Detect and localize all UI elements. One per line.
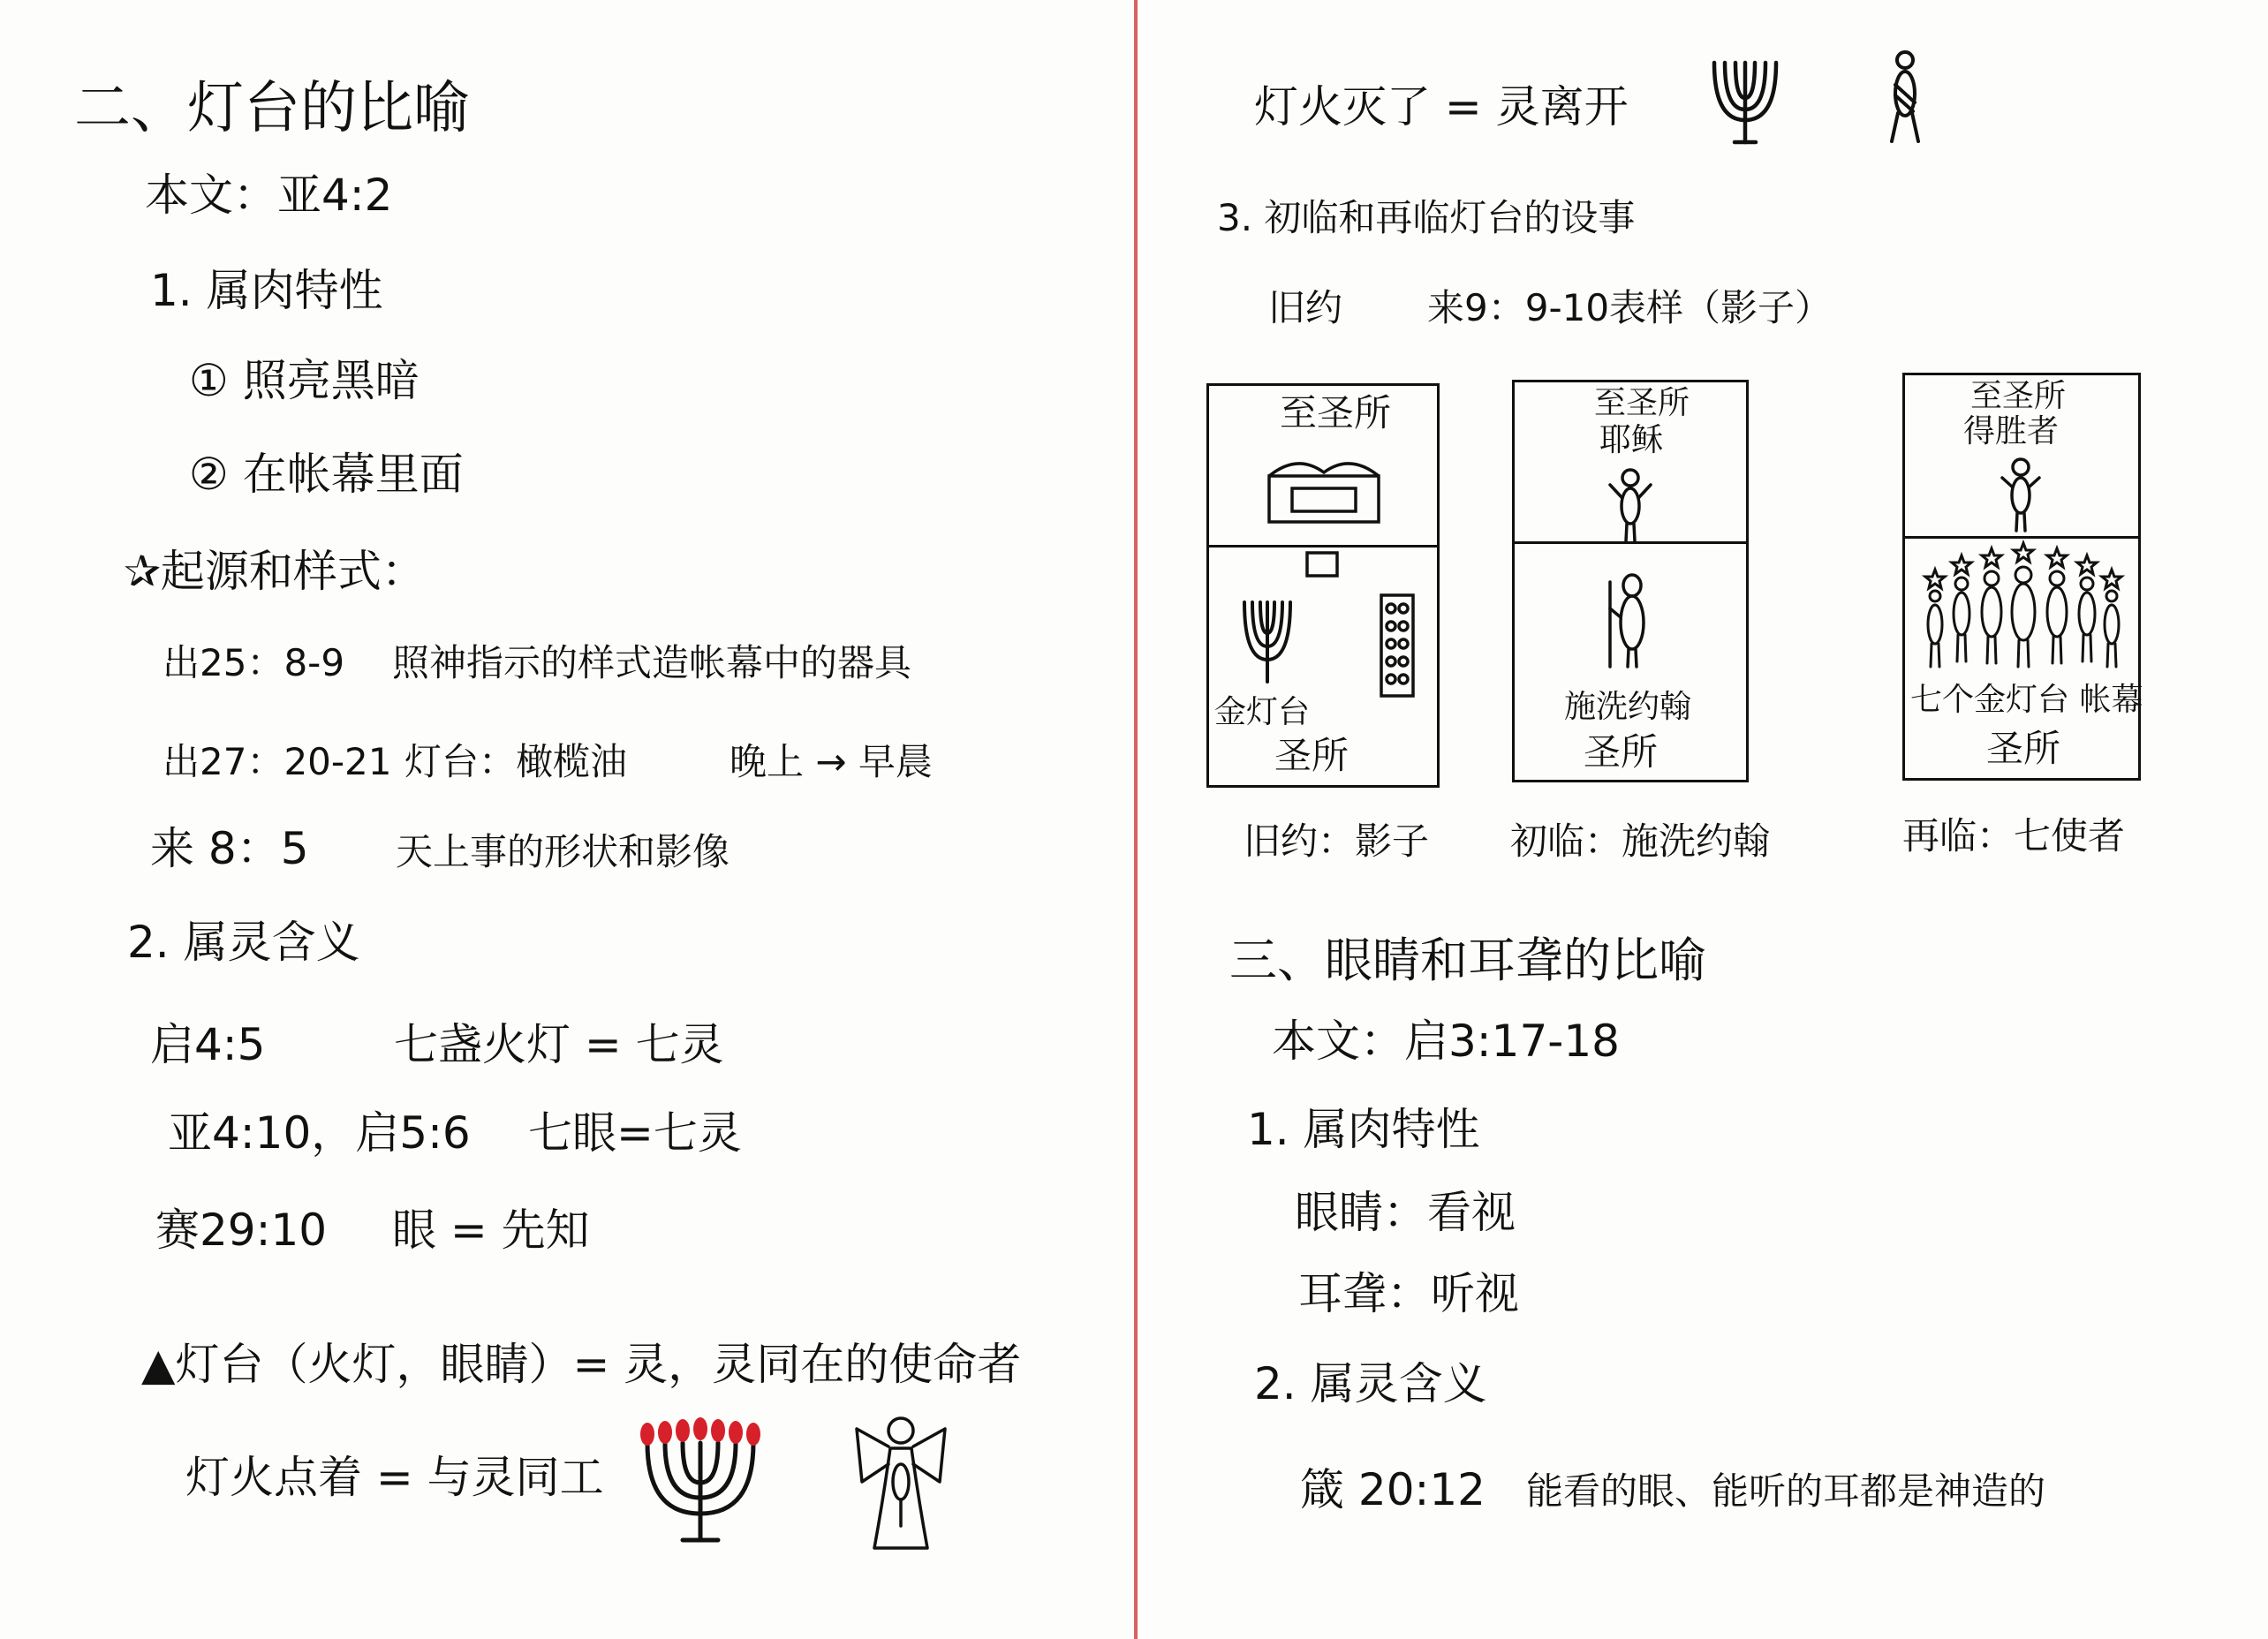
section-heading: 二、灯台的比喻 — [74, 76, 470, 141]
seven-messengers-icon — [1917, 543, 2126, 676]
showbread-table-icon — [1379, 593, 1416, 699]
note-text: 天上事的形状和影像 — [396, 830, 730, 873]
curtain-divider — [1515, 541, 1746, 544]
scripture-reference: 出27：20-21 — [163, 740, 392, 783]
note-text: 能看的眼、能听的耳都是神造的 — [1526, 1469, 2046, 1513]
note-text: 七盏火灯 = 七灵 — [394, 1019, 724, 1070]
person-icon — [1883, 49, 1927, 147]
angel-icon — [848, 1411, 954, 1552]
diagram-caption: 再临：七使者 — [1902, 814, 2126, 857]
note-text: 旧约 — [1268, 286, 1343, 329]
holy-of-holies-label: 至圣所 — [1594, 385, 1690, 421]
scripture-reference: 来9：9-10 — [1427, 286, 1610, 329]
unlit-menorah-icon — [1710, 58, 1780, 147]
list-item: ① 照亮黑暗 — [189, 355, 420, 406]
holy-place-label: 圣所 — [1274, 734, 1349, 777]
lit-menorah-icon — [634, 1416, 767, 1549]
note-text: 七眼=七灵 — [528, 1107, 742, 1159]
subsection-title: 2. 属灵含义 — [127, 917, 360, 968]
text-reference: 本文：启3:17-18 — [1272, 1016, 1620, 1067]
seven-lampstands-label: 七个金灯台 帐幕 — [1910, 682, 2143, 718]
holy-place-label: 圣所 — [1986, 727, 2061, 770]
tabernacle-diagram-second-coming — [1902, 373, 2141, 781]
scripture-reference: 来 8：5 — [150, 823, 309, 874]
note-text: 照神指示的样式造帐幕中的器具 — [392, 641, 912, 684]
diagram-caption: 初临：施洗约翰 — [1510, 820, 1771, 863]
holy-place-label: 圣所 — [1584, 730, 1659, 774]
summary-line: ▲灯台（火灯，眼睛）= 灵，灵同在的使命者 — [141, 1339, 1022, 1390]
tabernacle-diagram-first-coming — [1512, 380, 1749, 782]
holy-of-holies-label: 至圣所 — [1280, 391, 1392, 434]
veil-icon — [1304, 550, 1340, 578]
subsection-title: 1. 属肉特性 — [1247, 1104, 1480, 1155]
subsection-title: ✰起源和样式： — [124, 546, 426, 597]
tabernacle-diagram-old — [1206, 383, 1440, 788]
lampstand-icon — [1241, 598, 1294, 686]
subsection-title: 3. 初临和再临灯台的设事 — [1217, 196, 1636, 239]
holy-of-holies-label: 至圣所 — [1970, 378, 2067, 414]
scripture-reference: 箴 20:12 — [1300, 1464, 1486, 1515]
john-figure-icon — [1603, 573, 1656, 670]
john-baptist-label: 施洗约翰 — [1564, 689, 1692, 725]
subsection-title: 2. 属灵含义 — [1254, 1358, 1487, 1409]
overcomer-label: 得胜者 — [1963, 413, 2060, 449]
note-text: 表样（影子） — [1609, 286, 1833, 329]
ark-icon — [1262, 457, 1386, 525]
jesus-label: 耶稣 — [1599, 422, 1664, 458]
scripture-reference: 赛29:10 — [155, 1205, 328, 1256]
curtain-divider — [1209, 545, 1437, 548]
section-heading: 三、眼睛和耳聋的比喻 — [1229, 933, 1706, 988]
curtain-divider — [1905, 536, 2138, 539]
list-item: 耳聋：听视 — [1298, 1268, 1519, 1319]
scripture-reference: 出25：8-9 — [163, 641, 345, 684]
note-text: 眼 = 先知 — [392, 1205, 590, 1256]
note-text: 晚上 → 早晨 — [730, 740, 933, 783]
jesus-figure-icon — [1606, 467, 1654, 543]
right-page — [1141, 0, 2268, 1639]
scripture-reference: 启4:5 — [150, 1019, 266, 1070]
diagram-caption: 旧约：影子 — [1244, 820, 1430, 863]
note-text: 灯台：橄榄油 — [404, 740, 628, 783]
scripture-reference: 亚4:10，启5:6 — [168, 1107, 471, 1159]
lampstand-label: 金灯台 — [1214, 694, 1311, 730]
list-item: 眼睛：看视 — [1295, 1187, 1516, 1238]
note-text: 灯火点着 = 与灵同工 — [185, 1452, 604, 1503]
text-reference: 本文：亚4:2 — [145, 170, 393, 221]
list-item: ② 在帐幕里面 — [189, 449, 464, 500]
overcomer-figure-icon — [1997, 457, 2045, 532]
subsection-title: 1. 属肉特性 — [150, 265, 383, 316]
note-text: 灯火灭了 = 灵离开 — [1254, 81, 1629, 132]
